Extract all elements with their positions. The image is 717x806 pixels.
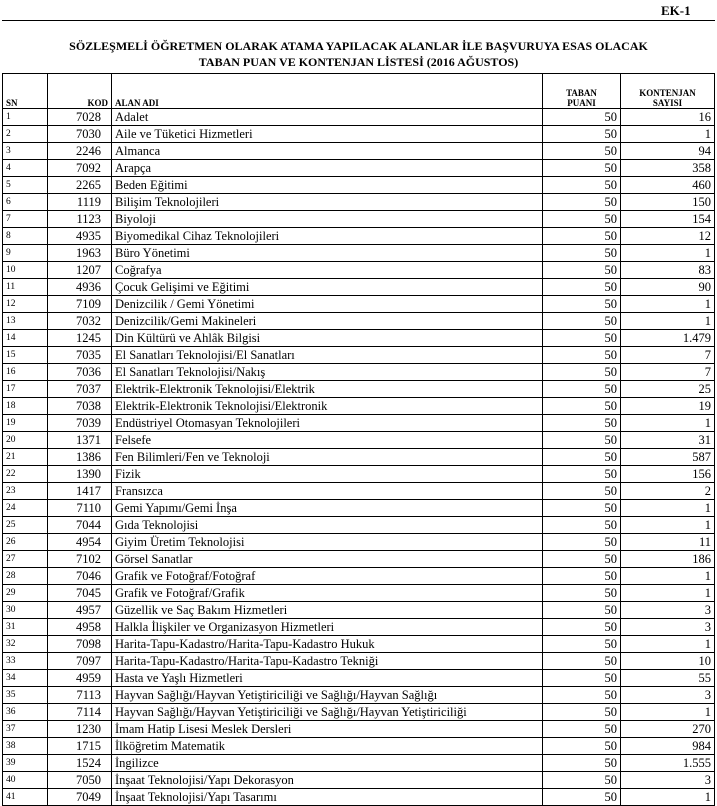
table-row — [3, 755, 715, 772]
row-kod-cell: 7030 — [48, 126, 112, 143]
row-taban-puani-cell: 50 — [543, 296, 621, 313]
row-sn-cell: 27 — [3, 551, 48, 568]
row-kontenjan-cell: 1 — [621, 500, 715, 517]
row-taban-puani-cell: 50 — [543, 364, 621, 381]
row-taban-puani-cell: 50 — [543, 602, 621, 619]
row-sn-cell: 23 — [3, 483, 48, 500]
row-kod-cell: 4958 — [48, 619, 112, 636]
row-kod-cell: 4954 — [48, 534, 112, 551]
row-taban-puani-cell: 50 — [543, 585, 621, 602]
row-sn-cell: 9 — [3, 245, 48, 262]
row-taban-puani-cell: 50 — [543, 228, 621, 245]
row-sn-cell: 13 — [3, 313, 48, 330]
row-kod-cell: 1963 — [48, 245, 112, 262]
row-kontenjan-cell: 90 — [621, 279, 715, 296]
row-alan-adi-cell: Gemi Yapımı/Gemi İnşa — [112, 500, 543, 517]
row-alan-adi-cell: Din Kültürü ve Ahlâk Bilgisi — [112, 330, 543, 347]
row-sn-cell: 14 — [3, 330, 48, 347]
table-row — [3, 194, 715, 211]
column-header-alan-adi: ALAN ADI — [112, 74, 543, 109]
row-sn-cell: 2 — [3, 126, 48, 143]
row-alan-adi-cell: Hayvan Sağlığı/Hayvan Yetiştiriciliği ve Sağlığı/Hayvan Yetiştiriciliği — [112, 704, 543, 721]
row-sn-cell: 22 — [3, 466, 48, 483]
row-kod-cell: 4936 — [48, 279, 112, 296]
row-kod-cell: 7049 — [48, 789, 112, 806]
row-sn-cell: 38 — [3, 738, 48, 755]
row-alan-adi-cell: Hayvan Sağlığı/Hayvan Yetiştiriciliği ve Sağlığı/Hayvan Sağlığı — [112, 687, 543, 704]
table-row — [3, 772, 715, 789]
row-kod-cell: 7097 — [48, 653, 112, 670]
taban-header-line-1: TABAN — [566, 88, 597, 98]
row-alan-adi-cell: Beden Eğitimi — [112, 177, 543, 194]
row-alan-adi-cell: İlköğretim Matematik — [112, 738, 543, 755]
taban-header-line-2: PUANI — [567, 98, 596, 108]
row-sn-cell: 39 — [3, 755, 48, 772]
row-taban-puani-cell: 50 — [543, 755, 621, 772]
row-kontenjan-cell: 7 — [621, 347, 715, 364]
table-row — [3, 126, 715, 143]
column-header-kod: KOD — [48, 74, 112, 109]
row-kod-cell: 7050 — [48, 772, 112, 789]
table-row — [3, 789, 715, 806]
row-taban-puani-cell: 50 — [543, 704, 621, 721]
row-taban-puani-cell: 50 — [543, 313, 621, 330]
row-sn-cell: 16 — [3, 364, 48, 381]
row-alan-adi-cell: Çocuk Gelişimi ve Eğitimi — [112, 279, 543, 296]
table-row — [3, 619, 715, 636]
row-alan-adi-cell: El Sanatları Teknolojisi/Nakış — [112, 364, 543, 381]
row-kod-cell: 1417 — [48, 483, 112, 500]
row-sn-cell: 18 — [3, 398, 48, 415]
row-kod-cell: 7039 — [48, 415, 112, 432]
annex-label: EK-1 — [661, 3, 691, 18]
row-taban-puani-cell: 50 — [543, 738, 621, 755]
row-kontenjan-cell: 31 — [621, 432, 715, 449]
table-header-row — [3, 74, 715, 109]
row-kontenjan-cell: 1 — [621, 636, 715, 653]
row-alan-adi-cell: Almanca — [112, 143, 543, 160]
row-kod-cell: 7036 — [48, 364, 112, 381]
row-kod-cell: 7110 — [48, 500, 112, 517]
row-taban-puani-cell: 50 — [543, 160, 621, 177]
table-row — [3, 109, 715, 126]
table-row — [3, 245, 715, 262]
row-sn-cell: 20 — [3, 432, 48, 449]
row-kod-cell: 7035 — [48, 347, 112, 364]
row-sn-cell: 21 — [3, 449, 48, 466]
row-sn-cell: 15 — [3, 347, 48, 364]
table-row — [3, 262, 715, 279]
row-alan-adi-cell: El Sanatları Teknolojisi/El Sanatları — [112, 347, 543, 364]
row-taban-puani-cell: 50 — [543, 143, 621, 160]
table-row — [3, 415, 715, 432]
row-taban-puani-cell: 50 — [543, 687, 621, 704]
table-row — [3, 449, 715, 466]
row-kod-cell: 4959 — [48, 670, 112, 687]
table-row — [3, 143, 715, 160]
row-sn-cell: 36 — [3, 704, 48, 721]
table-row — [3, 432, 715, 449]
row-kod-cell: 7092 — [48, 160, 112, 177]
table-row — [3, 653, 715, 670]
row-alan-adi-cell: Adalet — [112, 109, 543, 126]
table-row — [3, 381, 715, 398]
table-row — [3, 517, 715, 534]
row-alan-adi-cell: Harita-Tapu-Kadastro/Harita-Tapu-Kadastro Tekniği — [112, 653, 543, 670]
row-kontenjan-cell: 3 — [621, 687, 715, 704]
row-kontenjan-cell: 1 — [621, 126, 715, 143]
row-alan-adi-cell: Gıda Teknolojisi — [112, 517, 543, 534]
row-kontenjan-cell: 1 — [621, 245, 715, 262]
row-alan-adi-cell: Bilişim Teknolojileri — [112, 194, 543, 211]
top-rule — [2, 20, 715, 21]
row-kontenjan-cell: 1.555 — [621, 755, 715, 772]
row-alan-adi-cell: Endüstriyel Otomasyan Teknolojileri — [112, 415, 543, 432]
row-alan-adi-cell: Fen Bilimleri/Fen ve Teknoloji — [112, 449, 543, 466]
row-kod-cell: 2265 — [48, 177, 112, 194]
row-kontenjan-cell: 150 — [621, 194, 715, 211]
row-kontenjan-cell: 1 — [621, 585, 715, 602]
row-kontenjan-cell: 16 — [621, 109, 715, 126]
row-alan-adi-cell: Fizik — [112, 466, 543, 483]
row-taban-puani-cell: 50 — [543, 381, 621, 398]
table-row — [3, 721, 715, 738]
row-kontenjan-cell: 55 — [621, 670, 715, 687]
row-kod-cell: 1245 — [48, 330, 112, 347]
row-kontenjan-cell: 10 — [621, 653, 715, 670]
row-alan-adi-cell: Harita-Tapu-Kadastro/Harita-Tapu-Kadastro Hukuk — [112, 636, 543, 653]
column-header-sn: SN — [3, 74, 48, 109]
row-sn-cell: 34 — [3, 670, 48, 687]
row-taban-puani-cell: 50 — [543, 245, 621, 262]
row-alan-adi-cell: Elektrik-Elektronik Teknolojisi/Elektrik — [112, 381, 543, 398]
row-alan-adi-cell: Güzellik ve Saç Bakım Hizmetleri — [112, 602, 543, 619]
row-kod-cell: 1524 — [48, 755, 112, 772]
row-sn-cell: 1 — [3, 109, 48, 126]
row-kontenjan-cell: 1 — [621, 704, 715, 721]
row-alan-adi-cell: Elektrik-Elektronik Teknolojisi/Elektronik — [112, 398, 543, 415]
row-taban-puani-cell: 50 — [543, 126, 621, 143]
row-alan-adi-cell: Giyim Üretim Teknolojisi — [112, 534, 543, 551]
row-taban-puani-cell: 50 — [543, 636, 621, 653]
row-taban-puani-cell: 50 — [543, 517, 621, 534]
row-kod-cell: 7113 — [48, 687, 112, 704]
table-row — [3, 228, 715, 245]
row-kontenjan-cell: 358 — [621, 160, 715, 177]
table-row — [3, 551, 715, 568]
row-kontenjan-cell: 1 — [621, 789, 715, 806]
row-taban-puani-cell: 50 — [543, 398, 621, 415]
row-sn-cell: 17 — [3, 381, 48, 398]
row-alan-adi-cell: Aile ve Tüketici Hizmetleri — [112, 126, 543, 143]
row-kontenjan-cell: 156 — [621, 466, 715, 483]
row-alan-adi-cell: Biyoloji — [112, 211, 543, 228]
row-taban-puani-cell: 50 — [543, 415, 621, 432]
row-sn-cell: 7 — [3, 211, 48, 228]
row-taban-puani-cell: 50 — [543, 211, 621, 228]
row-alan-adi-cell: Arapça — [112, 160, 543, 177]
row-kontenjan-cell: 1 — [621, 517, 715, 534]
table-row — [3, 687, 715, 704]
table-row — [3, 738, 715, 755]
row-alan-adi-cell: Denizcilik / Gemi Yönetimi — [112, 296, 543, 313]
row-kod-cell: 7098 — [48, 636, 112, 653]
row-kod-cell: 7028 — [48, 109, 112, 126]
row-taban-puani-cell: 50 — [543, 568, 621, 585]
row-kod-cell: 4957 — [48, 602, 112, 619]
table-row — [3, 670, 715, 687]
table-row — [3, 177, 715, 194]
row-kontenjan-cell: 984 — [621, 738, 715, 755]
row-kontenjan-cell: 186 — [621, 551, 715, 568]
kontenjan-header-line-2: SAYISI — [652, 98, 683, 108]
row-taban-puani-cell: 50 — [543, 109, 621, 126]
row-kod-cell: 7038 — [48, 398, 112, 415]
row-kontenjan-cell: 11 — [621, 534, 715, 551]
row-kontenjan-cell: 19 — [621, 398, 715, 415]
row-alan-adi-cell: Görsel Sanatlar — [112, 551, 543, 568]
table-row — [3, 330, 715, 347]
row-alan-adi-cell: Biyomedikal Cihaz Teknolojileri — [112, 228, 543, 245]
row-taban-puani-cell: 50 — [543, 432, 621, 449]
row-kontenjan-cell: 83 — [621, 262, 715, 279]
row-taban-puani-cell: 50 — [543, 772, 621, 789]
table-row — [3, 398, 715, 415]
row-sn-cell: 19 — [3, 415, 48, 432]
row-kontenjan-cell: 460 — [621, 177, 715, 194]
row-sn-cell: 28 — [3, 568, 48, 585]
row-kod-cell: 7044 — [48, 517, 112, 534]
row-kod-cell: 1123 — [48, 211, 112, 228]
row-kontenjan-cell: 270 — [621, 721, 715, 738]
row-alan-adi-cell: İmam Hatip Lisesi Meslek Dersleri — [112, 721, 543, 738]
row-kod-cell: 1390 — [48, 466, 112, 483]
row-kontenjan-cell: 1 — [621, 568, 715, 585]
table-row — [3, 364, 715, 381]
row-sn-cell: 30 — [3, 602, 48, 619]
quota-table — [2, 73, 715, 806]
title-line-2: TABAN PUAN VE KONTENJAN LİSTESİ (2016 AĞUSTOS) — [198, 55, 519, 69]
table-row — [3, 483, 715, 500]
row-sn-cell: 35 — [3, 687, 48, 704]
table-row — [3, 534, 715, 551]
row-sn-cell: 29 — [3, 585, 48, 602]
table-row — [3, 347, 715, 364]
row-taban-puani-cell: 50 — [543, 330, 621, 347]
row-kod-cell: 1119 — [48, 194, 112, 211]
row-taban-puani-cell: 50 — [543, 279, 621, 296]
table-row — [3, 279, 715, 296]
row-kontenjan-cell: 94 — [621, 143, 715, 160]
row-kontenjan-cell: 587 — [621, 449, 715, 466]
column-header-taban-puani — [543, 74, 621, 109]
row-kod-cell: 7032 — [48, 313, 112, 330]
row-sn-cell: 40 — [3, 772, 48, 789]
row-kontenjan-cell: 154 — [621, 211, 715, 228]
table-row — [3, 160, 715, 177]
title-line-1: SÖZLEŞMELİ ÖĞRETMEN OLARAK ATAMA YAPILACAK ALANLAR İLE BAŞVURUYA ESAS OLACAK — [69, 39, 648, 53]
row-kod-cell: 2246 — [48, 143, 112, 160]
table-row — [3, 296, 715, 313]
row-alan-adi-cell: İnşaat Teknolojisi/Yapı Dekorasyon — [112, 772, 543, 789]
row-kontenjan-cell: 3 — [621, 619, 715, 636]
row-kontenjan-cell: 3 — [621, 772, 715, 789]
row-sn-cell: 25 — [3, 517, 48, 534]
row-taban-puani-cell: 50 — [543, 551, 621, 568]
row-taban-puani-cell: 50 — [543, 347, 621, 364]
document-title — [0, 38, 717, 70]
row-taban-puani-cell: 50 — [543, 670, 621, 687]
row-kod-cell: 7046 — [48, 568, 112, 585]
row-kontenjan-cell: 1.479 — [621, 330, 715, 347]
row-kontenjan-cell: 12 — [621, 228, 715, 245]
row-alan-adi-cell: Büro Yönetimi — [112, 245, 543, 262]
table-row — [3, 466, 715, 483]
row-taban-puani-cell: 50 — [543, 483, 621, 500]
row-sn-cell: 6 — [3, 194, 48, 211]
row-alan-adi-cell: Felsefe — [112, 432, 543, 449]
row-sn-cell: 37 — [3, 721, 48, 738]
row-sn-cell: 26 — [3, 534, 48, 551]
row-taban-puani-cell: 50 — [543, 653, 621, 670]
row-alan-adi-cell: Coğrafya — [112, 262, 543, 279]
row-kod-cell: 7102 — [48, 551, 112, 568]
row-taban-puani-cell: 50 — [543, 619, 621, 636]
row-alan-adi-cell: Grafik ve Fotoğraf/Grafik — [112, 585, 543, 602]
row-sn-cell: 31 — [3, 619, 48, 636]
row-sn-cell: 10 — [3, 262, 48, 279]
row-kod-cell: 7037 — [48, 381, 112, 398]
table-row — [3, 585, 715, 602]
row-sn-cell: 4 — [3, 160, 48, 177]
table-row — [3, 211, 715, 228]
row-alan-adi-cell: İnşaat Teknolojisi/Yapı Tasarımı — [112, 789, 543, 806]
row-sn-cell: 33 — [3, 653, 48, 670]
row-taban-puani-cell: 50 — [543, 466, 621, 483]
row-taban-puani-cell: 50 — [543, 177, 621, 194]
row-sn-cell: 24 — [3, 500, 48, 517]
row-sn-cell: 11 — [3, 279, 48, 296]
row-kod-cell: 1715 — [48, 738, 112, 755]
row-sn-cell: 5 — [3, 177, 48, 194]
row-taban-puani-cell: 50 — [543, 789, 621, 806]
row-alan-adi-cell: Fransızca — [112, 483, 543, 500]
row-kontenjan-cell: 1 — [621, 296, 715, 313]
row-taban-puani-cell: 50 — [543, 194, 621, 211]
kontenjan-header-line-1: KONTENJAN — [639, 88, 696, 98]
row-sn-cell: 41 — [3, 789, 48, 806]
row-kod-cell: 4935 — [48, 228, 112, 245]
row-taban-puani-cell: 50 — [543, 449, 621, 466]
row-alan-adi-cell: Halkla İlişkiler ve Organizasyon Hizmetleri — [112, 619, 543, 636]
table-row — [3, 568, 715, 585]
table-row — [3, 500, 715, 517]
row-kod-cell: 1386 — [48, 449, 112, 466]
row-kod-cell: 1230 — [48, 721, 112, 738]
row-kontenjan-cell: 1 — [621, 313, 715, 330]
row-taban-puani-cell: 50 — [543, 262, 621, 279]
table-row — [3, 636, 715, 653]
row-taban-puani-cell: 50 — [543, 721, 621, 738]
row-kontenjan-cell: 25 — [621, 381, 715, 398]
row-alan-adi-cell: Grafik ve Fotoğraf/Fotoğraf — [112, 568, 543, 585]
table-row — [3, 313, 715, 330]
row-kod-cell: 1207 — [48, 262, 112, 279]
table-row — [3, 602, 715, 619]
row-kod-cell: 7045 — [48, 585, 112, 602]
row-alan-adi-cell: Denizcilik/Gemi Makineleri — [112, 313, 543, 330]
row-kontenjan-cell: 1 — [621, 415, 715, 432]
table-row — [3, 704, 715, 721]
row-kod-cell: 7114 — [48, 704, 112, 721]
row-sn-cell: 3 — [3, 143, 48, 160]
row-kontenjan-cell: 7 — [621, 364, 715, 381]
row-sn-cell: 32 — [3, 636, 48, 653]
column-header-kontenjan-sayisi — [621, 74, 715, 109]
row-kod-cell: 7109 — [48, 296, 112, 313]
row-kontenjan-cell: 3 — [621, 602, 715, 619]
row-sn-cell: 12 — [3, 296, 48, 313]
row-alan-adi-cell: İngilizce — [112, 755, 543, 772]
row-kod-cell: 1371 — [48, 432, 112, 449]
row-taban-puani-cell: 50 — [543, 500, 621, 517]
row-taban-puani-cell: 50 — [543, 534, 621, 551]
row-sn-cell: 8 — [3, 228, 48, 245]
row-kontenjan-cell: 2 — [621, 483, 715, 500]
row-alan-adi-cell: Hasta ve Yaşlı Hizmetleri — [112, 670, 543, 687]
